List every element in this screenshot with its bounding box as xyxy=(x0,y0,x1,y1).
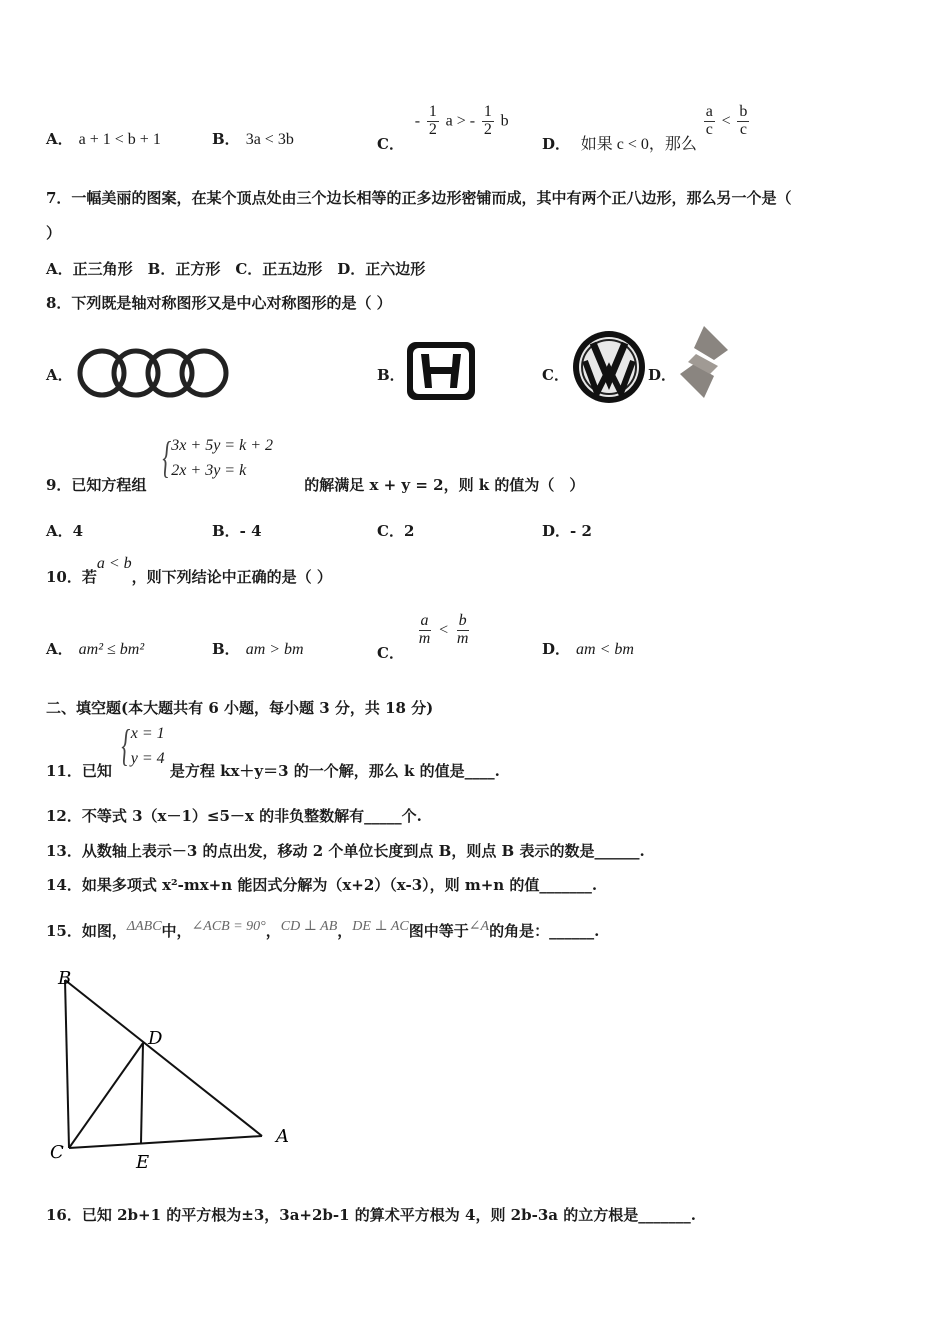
q8-option-a-label: A． xyxy=(46,366,73,384)
triangle-figure xyxy=(40,960,310,1180)
label-b: B xyxy=(58,968,72,989)
q8-option-b-label: B． xyxy=(377,366,405,384)
q10-option-b: B． am > bm xyxy=(212,640,304,658)
q7-stem: 7．一幅美丽的图案，在某个顶点处由三个边长相等的正多边形密铺而成，其中有两个正八边形，那么另一个是（ xyxy=(46,189,792,207)
section-2-heading: 二、填空题(本大题共有 6 小题，每小题 3 分，共 18 分) xyxy=(46,699,434,717)
q8-stem: 8．下列既是轴对称图形又是中心对称图形的是（ ） xyxy=(46,294,392,312)
q16-stem: 16．已知 2b+1 的平方根为±3，3a+2b-1 的算术平方根为 4，则 2b-3a 的立方根是_______. xyxy=(46,1206,696,1224)
q9-option-b: B．- 4 xyxy=(212,522,262,540)
q10-option-d: D． am < bm xyxy=(542,640,634,658)
q6-option-d: D． 如果 c < 0，那么 $\frac{a}{c}$ < $\frac{b}{c}$ xyxy=(542,103,748,154)
q7-options: A．正三角形 B．正方形 C．正五边形 D．正六边形 xyxy=(46,260,426,278)
q6-option-b: B． 3a < 3b xyxy=(212,130,294,148)
q6-option-c: C． - $\frac{1}{2}$ a > - $\frac{1}{2}$ b xyxy=(377,103,509,154)
q10-option-a: A． am² ≤ bm² xyxy=(46,640,145,658)
q14-stem: 14．如果多项式 x²-mx+n 能因式分解为（x+2）（x-3），则 m+n 的值_______. xyxy=(46,876,598,894)
q12-stem: 12．不等式 3（x－1）≤5－x 的非负整数解有_____个. xyxy=(46,807,422,825)
q11-eq1: x = 1 xyxy=(130,725,165,742)
q9-eq1: 3x + 5y = k + 2 xyxy=(171,437,273,454)
rhombus-symbol-logo xyxy=(678,324,730,400)
q9-eq2: 2x + 3y = k xyxy=(171,462,247,479)
q10-option-c: C． $\frac{a}{m}$ < $\frac{b}{m}$ xyxy=(377,612,469,663)
q9-stem: 9．已知方程组 { 3x + 5y = k + 2 2x + 3y = k 的解满足 x + y = 2，则 k 的值为（ ） xyxy=(46,433,585,494)
label-d: D xyxy=(148,1028,163,1049)
q9-option-a: A．4 xyxy=(46,522,84,540)
honda-logo xyxy=(405,340,477,402)
q11-eq2: y = 4 xyxy=(130,750,165,767)
label-c: C xyxy=(50,1142,64,1163)
label-e: E xyxy=(136,1152,150,1173)
label-a: A xyxy=(276,1126,289,1147)
volkswagen-logo xyxy=(571,329,647,405)
q8-option-c-label: C． xyxy=(542,366,569,384)
q10-stem: 10．若a < b，则下列结论中正确的是（ ） xyxy=(46,555,332,586)
q11-stem: 11．已知 { x = 1 y = 4 是方程 kx＋y＝3 的一个解，那么 k 的值是____. xyxy=(46,721,500,780)
audi-rings-logo xyxy=(76,345,230,401)
q9-option-c: C．2 xyxy=(377,522,415,540)
q6-option-a: A． a + 1 < b + 1 xyxy=(46,130,161,148)
q9-option-d: D．- 2 xyxy=(542,522,592,540)
q15-stem: 15．如图，ΔABC中，∠ACB = 90°，CD ⊥ AB，DE ⊥ AC图中等于∠A的角是：______. xyxy=(46,919,600,940)
q13-stem: 13．从数轴上表示－3 的点出发，移动 2 个单位长度到点 B，则点 B 表示的数是______. xyxy=(46,842,645,860)
q7-stem-end: ） xyxy=(46,224,62,242)
q8-option-d-label: D． xyxy=(648,366,677,384)
